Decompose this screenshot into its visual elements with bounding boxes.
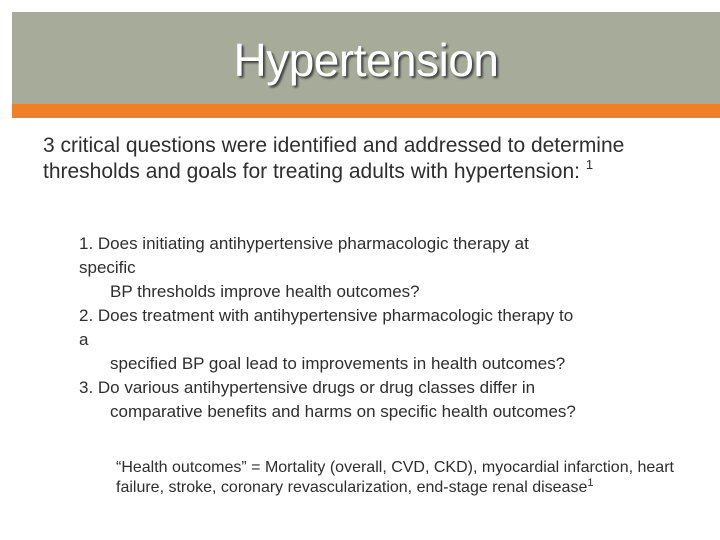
accent-bar	[12, 104, 720, 118]
intro-paragraph	[43, 133, 683, 185]
question-1-line-1: 1. Does initiating antihypertensive pharmacologic therapy at	[79, 234, 529, 253]
question-2-line-2: a	[79, 330, 89, 349]
question-1-line-2: specific	[79, 258, 136, 277]
slide-title: Hypertension	[233, 34, 499, 86]
intro-reference: 1	[585, 157, 594, 172]
footnote-text: “Health outcomes” = Mortality (overall, CVD, CKD), myocardial infarction, heart failure, stroke, coronary revascularization, end-stage renal disease	[116, 459, 674, 496]
question-3-line-1: 3. Do various antihypertensive drugs or drug classes differ in	[79, 378, 536, 397]
footnote-reference: 1	[587, 477, 594, 489]
question-1-line-3: BP thresholds improve health outcomes?	[110, 282, 420, 301]
question-2-line-1: 2. Does treatment with antihypertensive pharmacologic therapy to	[79, 306, 574, 325]
footnote	[116, 458, 696, 498]
question-3-line-2: comparative benefits and harms on specific health outcomes?	[110, 402, 576, 421]
question-2-line-3: specified BP goal lead to improvements in health outcomes?	[110, 354, 566, 373]
title-bar	[12, 12, 720, 104]
intro-text: 3 critical questions were identified and addressed to determine thresholds and goals for treating adults with hypertension:	[43, 134, 625, 183]
questions-list	[79, 232, 679, 424]
